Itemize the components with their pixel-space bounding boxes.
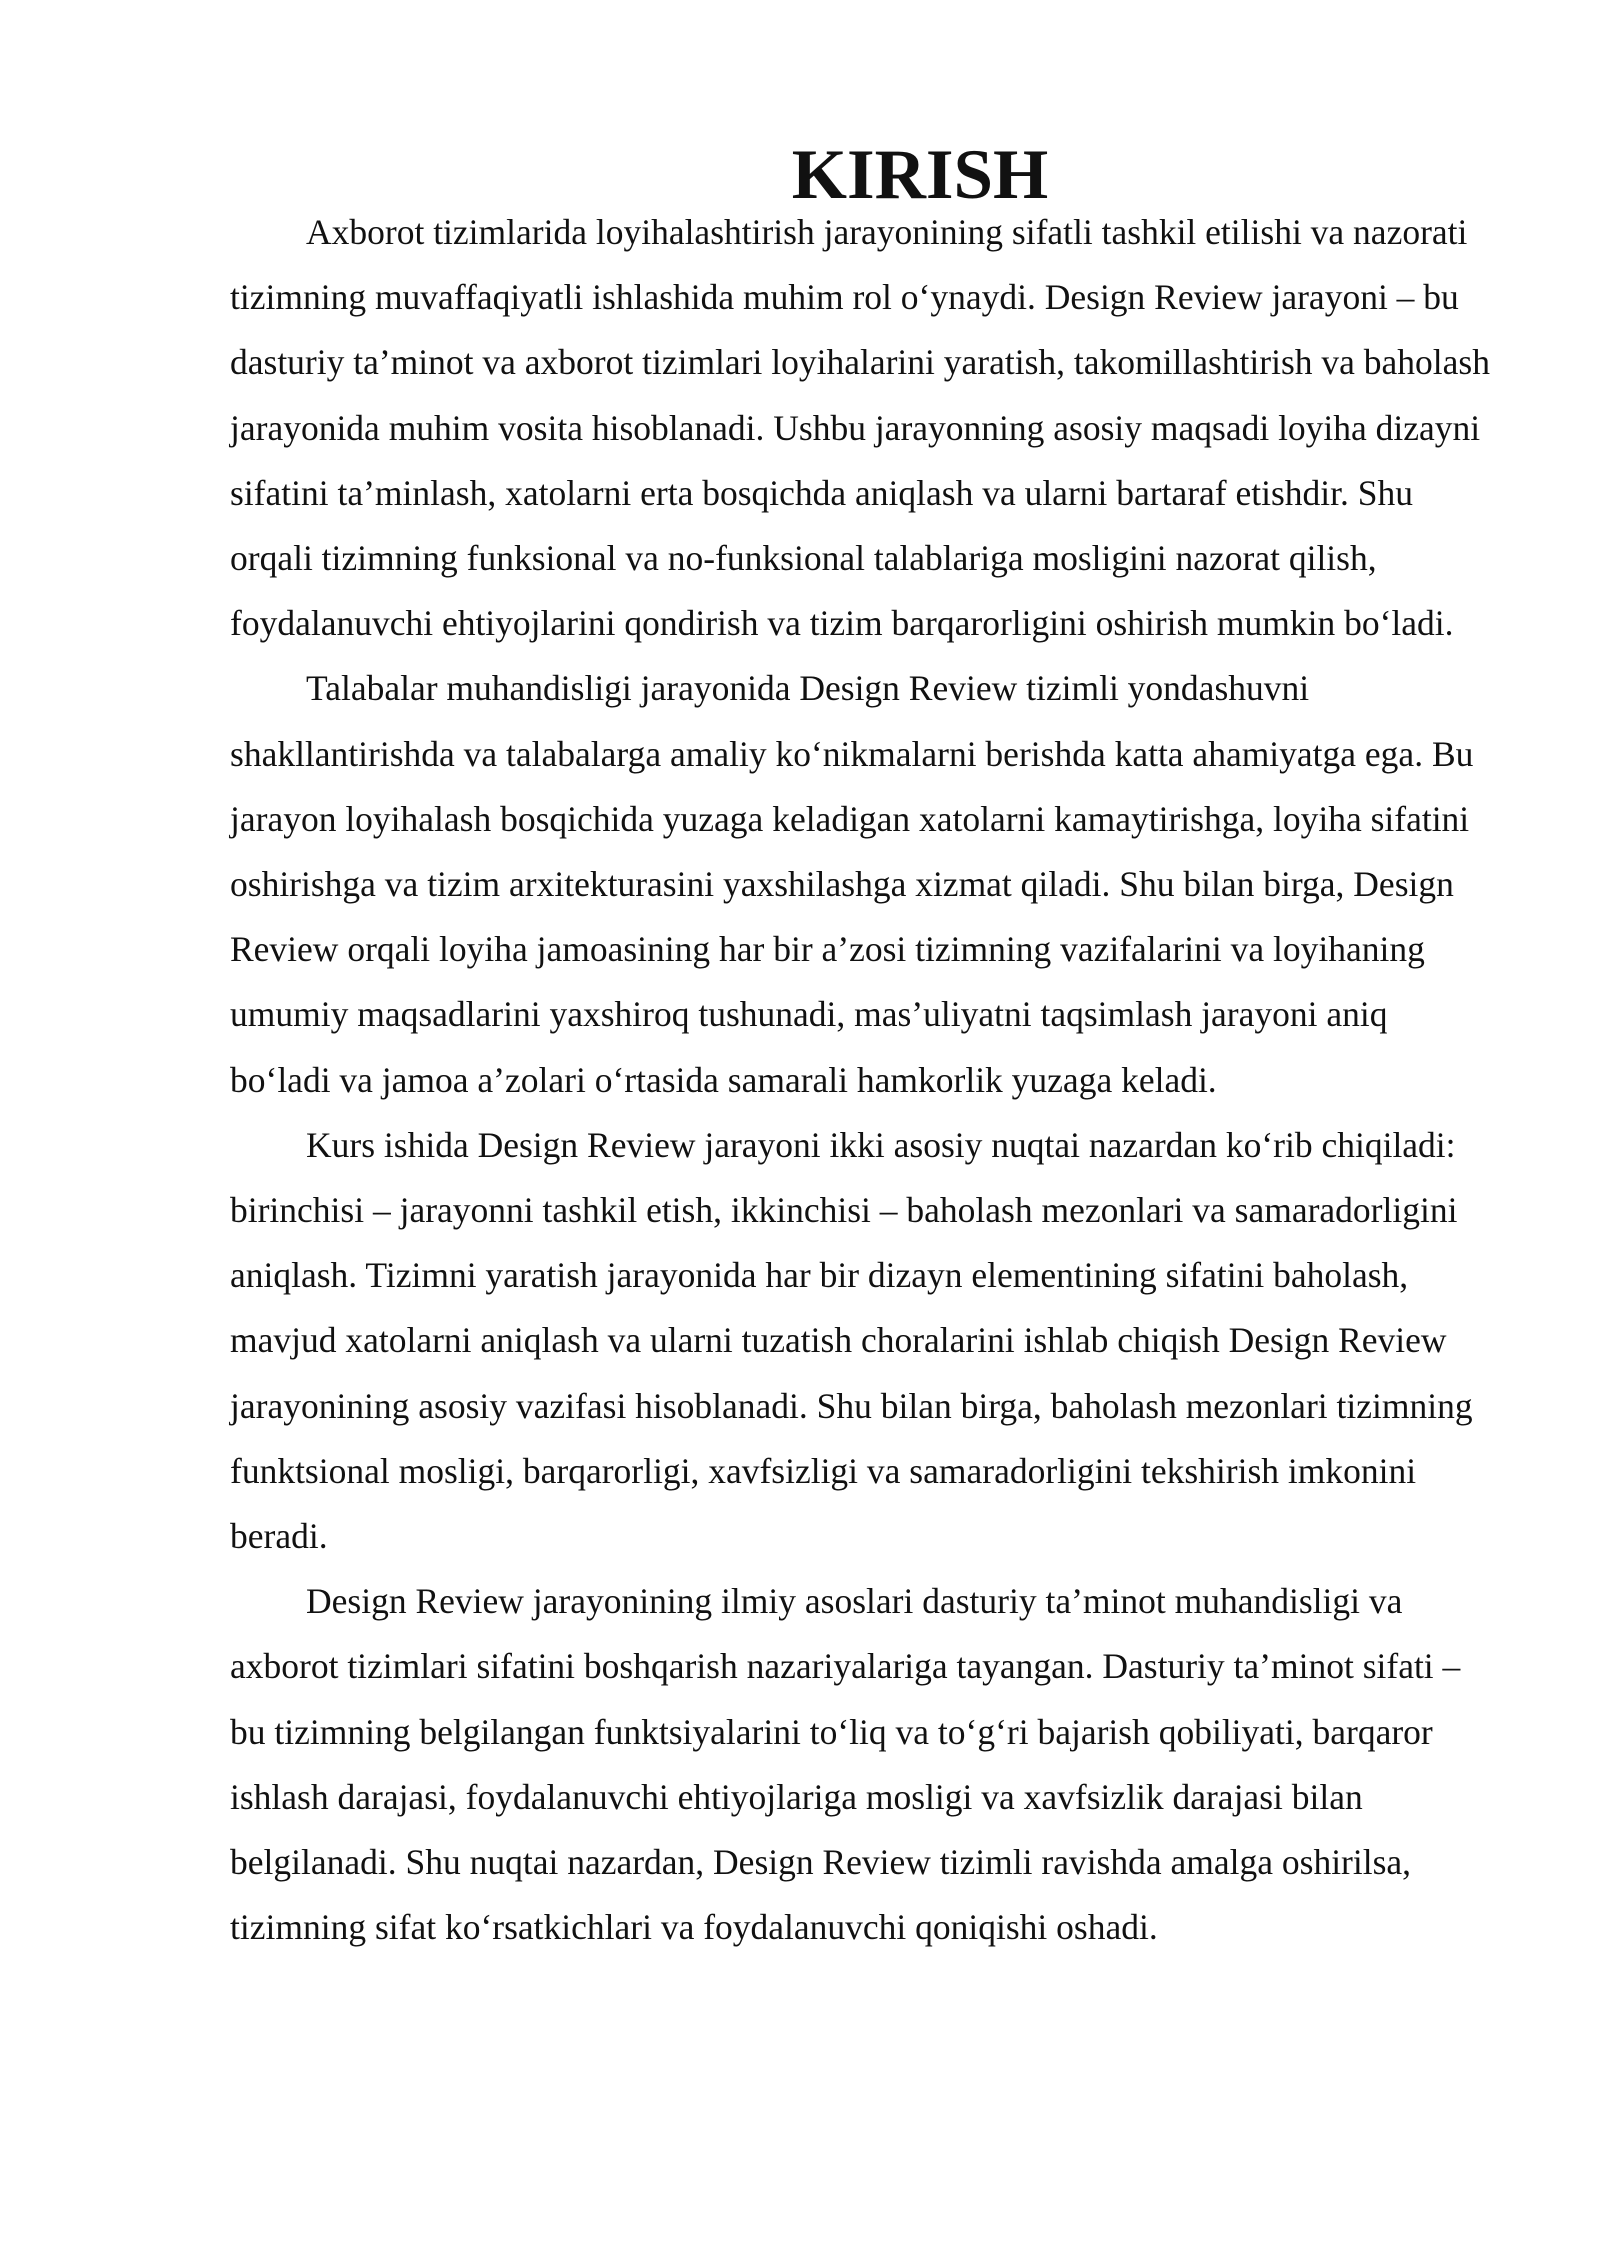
paragraph-1: Axborot tizimlarida loyihalashtirish jarayonining sifatli tashkil etilishi va nazorati tizimning muvaffaqiyatli ishlashida muhim rol o‘ynaydi. Design Review jarayoni – bu dasturiy ta’minot va axborot tizimlari loyihalarini yaratish, takomillashtirish va baholash jarayonida muhim vosita hisoblanadi. Ushbu jarayonning asosiy maqsadi loyiha dizayni sifatini ta’minlash, xatolarni erta bosqichda aniqlash va ularni bartaraf etishdir. Shu orqali tizimning funksional va no-funksional talablariga mosligini nazorat qilish, foydalanuvchi ehtiyojlarini qondirish va tizim barqarorligini oshirish mumkin bo‘ladi. xyxy=(230,212,1490,644)
document-page xyxy=(230,136,1490,1960)
paragraph-4: Design Review jarayonining ilmiy asoslari dasturiy ta’minot muhandisligi va axborot tizimlari sifatini boshqarish nazariyalariga tayangan. Dasturiy ta’minot sifati – bu tizimning belgilangan funktsiyalarini to‘liq va to‘g‘ri bajarish qobiliyati, barqaror ishlash darajasi, foydalanuvchi ehtiyojlariga mosligi va xavfsizlik darajasi bilan belgilanadi. Shu nuqtai nazardan, Design Review tizimli ravishda amalga oshirilsa, tizimning sifat ko‘rsatkichlari va foydalanuvchi qoniqishi oshadi. xyxy=(230,1581,1461,1948)
paragraph-3: Kurs ishida Design Review jarayoni ikki asosiy nuqtai nazardan ko‘rib chiqiladi: birinchisi – jarayonni tashkil etish, ikkinchisi – baholash mezonlari va samaradorligini aniqlash. Tizimni yaratish jarayonida har bir dizayn elementining sifatini baholash, mavjud xatolarni aniqlash va ularni tuzatish choralarini ishlab chiqish Design Review jarayonining asosiy vazifasi hisoblanadi. Shu bilan birga, baholash mezonlari tizimning funktsional mosligi, barqarorligi, xavfsizligi va samaradorligini tekshirish imkonini beradi. xyxy=(230,1124,1473,1557)
document-heading: KIRISH xyxy=(791,136,1049,214)
paragraph-2: Talabalar muhandisligi jarayonida Design Review tizimli yondashuvni shakllantirishda va talabalarga amaliy ko‘nikmalarni berishda katta ahamiyatga ega. Bu jarayon loyihalash bosqichida yuzaga keladigan xatolarni kamaytirishga, loyiha sifatini oshirishga va tizim arxitekturasini yaxshilashga xizmat qiladi. Shu bilan birga, Design Review orqali loyiha jamoasining har bir a’zosi tizimning vazifalarini va loyihaning umumiy maqsadlarini yaxshiroq tushunadi, mas’uliyatni taqsimlash jarayoni aniq bo‘ladi va jamoa a’zolari o‘rtasida samarali hamkorlik yuzaga keladi. xyxy=(230,668,1474,1100)
